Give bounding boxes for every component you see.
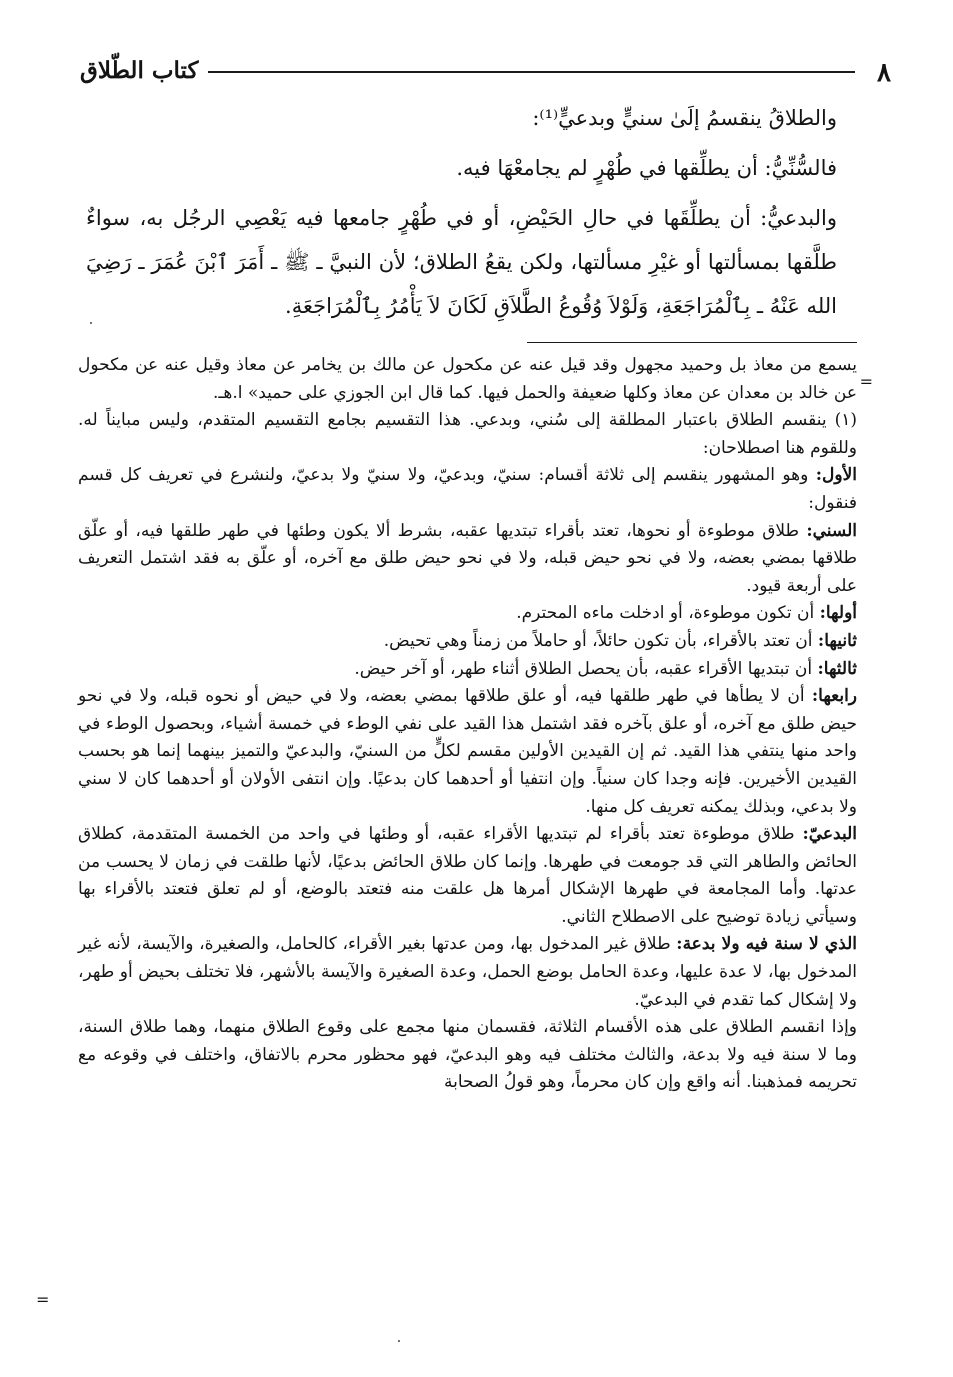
condition-3	[78, 656, 857, 684]
footnote-separator	[527, 342, 857, 343]
main-text	[86, 96, 857, 328]
first-term-label: الأول:	[815, 465, 858, 486]
condition-3-text: أن تبتديها الأقراء عقبه، بأن يحصل الطلاق أثناء طهر، أو آخر حيض.	[354, 658, 813, 679]
page-number: ٨	[877, 58, 891, 88]
scan-speck	[90, 322, 92, 324]
footnote-1-text: ينقسم الطلاق باعتبار المطلقة إلى سُني، وبدعي. هذا التقسيم بجامع التقسيم المتقدم، وليس مبايناً له. وللقوم هنا اصطلاحان:	[78, 410, 857, 458]
condition-4-text: أن لا يطأها في طهر طلقها فيه، أو علق طلاقها بمضي بعضه، ولا في حيض أو نحوه قبله، ولا في نحو حيض طلق مع آخره، أو علق بآخره فقد اشتمل هذا القيد على نفي الوطء في خمسة أشياء، وبحصول الوطء في واحد منها ينتفي هذا القيد. ثم إن القيدين الأولين مقسم لكلٍّ من السنيّ، والبدعيّ والتميز بينهما إنما هو بحسب القيدين الأخيرين. فإنه وجدا كان سنياً. وإن انتفيا أو أحدهما كان بدعيًا. وإن انتفى الأولان أو أحدهما كان لا سني ولا بدعي، وبذلك يمكنه تعريف كل منها.	[78, 686, 857, 817]
condition-2-text: أن تعتد بالأقراء، بأن تكون حائلاً، أو حاملاً من زمناً وهي تحيض.	[383, 630, 813, 651]
condition-4-label: رابعها:	[811, 686, 858, 707]
footnote-continuation	[78, 352, 857, 407]
running-title: كتاب الطّلاق	[80, 57, 199, 84]
footnote-1	[78, 407, 857, 462]
main-paragraph-bidi: والبدعيُّ: أن يطلِّقَها في حالِ الحَيْضِ، أو في طُهْرٍ جامعها فيه يَعْصِي الرجُل به، سواءٌ طلَّقها بمسألتها أو غيْرِ مسألتها، ولكن يقعُ الطلاق؛ لأن النبيَّ ـ ﷺ ـ أَمَرَ ٱبْنَ عُمَرَ ـ رَضِيَ الله عَنْهُ ـ بِٱلْمُرَاجَعَةِ، وَلَوْلاَ وُقُوعُ الطَّلاَقِ لَكَانَ لاَ يَأْمُرُ بِٱلْمُرَاجَعَةِ.	[86, 206, 837, 318]
footnote-continuation-text: يسمع من معاذ بل وحميد مجهول وقد قيل عنه عن مكحول عن مالك بن يخامر عن معاذ وقيل عنه عن مكحول عن خالد بن معدان عن معاذ وكلها ضعيفة والحمل فيها. كما قال ابن الجوزي على حميد» ا.هـ.	[78, 355, 857, 403]
condition-2-label: ثانيها:	[817, 630, 857, 651]
neither-label: الذي لا سنة فيه ولا بدعة:	[676, 934, 858, 955]
footnote-sunni-definition	[78, 518, 857, 601]
header-rule	[208, 71, 855, 73]
scan-speck	[398, 1340, 400, 1342]
condition-1-label: أولها:	[819, 603, 857, 624]
neither-text: طلاق غير المدخول بها، ومن عدتها بغير الأقراء، كالحامل، والصغيرة، والآيسة، لأنه غير المدخول بها، لا عدة عليها، وعدة الحامل بوضع الحمل، وعدة الصغيرة والآيسة بالأشهر، فلا تختلف بحيض أو طهر، ولا إشكال كما تقدم في البدعيّ.	[78, 934, 857, 1010]
condition-1-text: أن تكون موطوءة، أو ادخلت ماءه المحترم.	[516, 603, 815, 624]
bidi-label: البدعيّ:	[802, 824, 858, 845]
footnote-first-term	[78, 462, 857, 517]
conclusion-text: وإذا انقسم الطلاق على هذه الأقسام الثلاثة، فقسمان منها مجمع على وقوع الطلاق منهما، وهما طلاق السنة، وما لا سنة فيه ولا بدعة، والثالث مختلف فيه وهو البدعيّ، فهو محظور محرم بالاتفاق، واختلف في وقوعه مع تحريمه فمذهبنا. أنه واقع وإن كان محرماً، وهو قولُ الصحابة	[78, 1017, 857, 1093]
footnote-neither-definition	[78, 931, 857, 1014]
sunni-label: السني:	[806, 520, 858, 541]
footnote-conclusion	[78, 1014, 857, 1097]
main-paragraph-sunni: فالسُّنِّيُّ: أن يطلِّقها في طُهْرٍ لم يجامعْهَا فيه.	[456, 156, 837, 180]
condition-2	[78, 628, 857, 656]
footnote-bidi-definition	[78, 821, 857, 931]
continuation-mark-bottom: =	[36, 1290, 50, 1309]
condition-3-label: ثالثها:	[817, 658, 857, 679]
sunni-text: طلاق موطوءة أو نحوها، تعتد بأقراء تبتديها عقبه، بشرط ألا يكون وطئها في طهر طلقها فيه، أو علّق طلاقها بمضي بعضه، ولا في نحو حيض قبله، ولا في نحو حيض طلق مع آخره، أو علّق به فقد اشتمل التعريف على أربعة قيود.	[78, 520, 857, 596]
footnotes	[78, 352, 857, 1097]
continuation-mark-top: =	[859, 372, 873, 391]
first-term-text: وهو المشهور ينقسم إلى ثلاثة أقسام: سنيّ، وبدعيّ، ولا سنيّ ولا بدعيّ، ولنشرع في تعريف كل قسم فنقول:	[78, 465, 857, 513]
footnote-1-marker: (١)	[834, 410, 857, 431]
bidi-text: طلاق موطوءة تعتد بأقراء لم تبتديها الأقراء عقبه، أو وطئها في واحد من الخمسة المتقدمة، كطلاق الحائض والطاهر التي قد جومعت في طهرها. وإنما كان طلاق الحائض بدعيًا، لأنها طلقت في زمان لا يحسب من عدتها. وأما المجامعة في طهرها الإشكال أمرها هل علقت منه فتعتد بالوضع، أو لم تعلق فتعتد بالأقراء بها وسيأتي زيادة توضيح على الاصطلاح الثاني.	[78, 824, 857, 927]
condition-1	[78, 600, 857, 628]
main-paragraph-divisions: والطلاقُ ينقسمُ إلَىٰ سنيٍّ وبدعيٍّ⁽¹⁾:	[532, 106, 837, 130]
condition-4	[78, 683, 857, 821]
